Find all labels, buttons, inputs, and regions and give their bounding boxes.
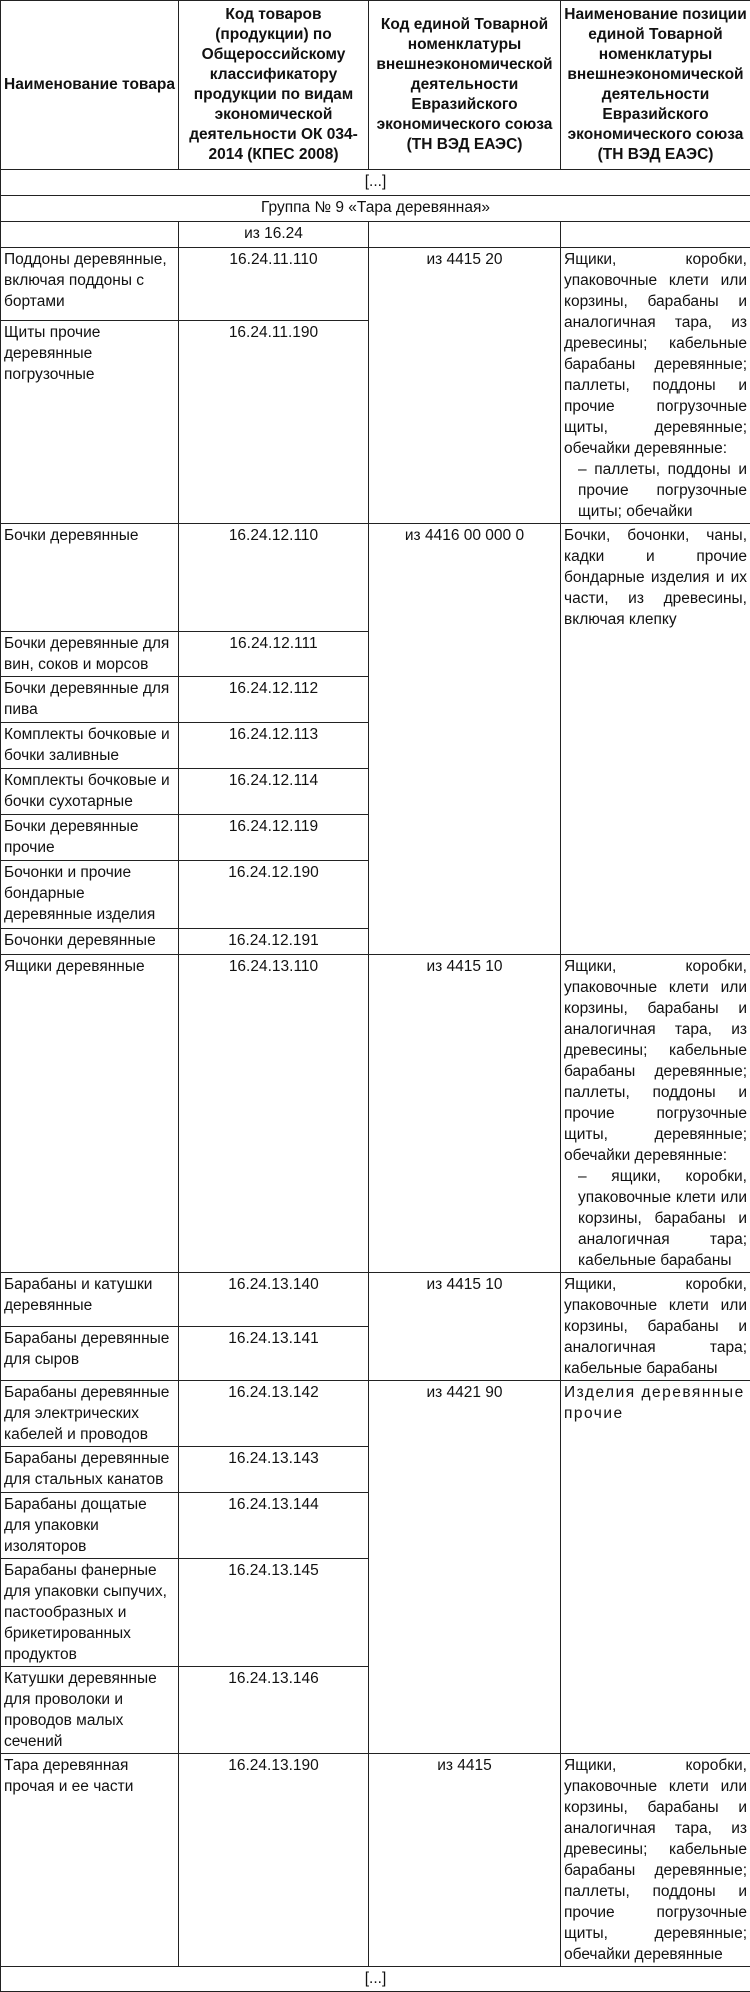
tnved-code: из 4415 10 xyxy=(369,1273,561,1381)
tnved-code: из 4415 20 xyxy=(369,248,561,524)
product-name: Барабаны и катушки деревянные xyxy=(1,1273,179,1327)
product-name: Бочки деревянные прочие xyxy=(1,815,179,861)
product-code: 16.24.13.146 xyxy=(179,1667,369,1754)
tnved-subitem: – паллеты, поддоны и прочие погрузочные щиты; обечайки xyxy=(564,459,747,522)
product-name: Бочки деревянные для вин, соков и морсов xyxy=(1,632,179,677)
product-name: Щиты прочие деревянные погрузочные xyxy=(1,321,179,524)
product-code: 16.24.12.113 xyxy=(179,723,369,769)
product-name: Катушки деревянные для проволоки и проводов малых сечений xyxy=(1,1667,179,1754)
product-code: 16.24.12.119 xyxy=(179,815,369,861)
header-row xyxy=(1,1,750,170)
product-name: Барабаны дощатые для упаковки изоляторов xyxy=(1,1493,179,1559)
header-product-name: Наименование товара xyxy=(1,1,179,170)
header-tnved-code: Код единой Товарной номенклатуры внешнеэкономической деятельности Евразийского экономического союза (ТН ВЭД ЕАЭС) xyxy=(369,1,561,170)
tnved-subitem: – ящики, коробки, упаковочные клети или корзины, барабаны и аналогичная тара; кабельные барабаны xyxy=(564,1166,747,1271)
product-name: Бочонки и прочие бондарные деревянные изделия xyxy=(1,861,179,929)
product-code: 16.24.12.110 xyxy=(179,524,369,632)
product-code: 16.24.13.142 xyxy=(179,1381,369,1447)
table-row xyxy=(1,524,750,632)
table-row xyxy=(1,1273,750,1327)
tnved-description: Ящики, коробки, упаковочные клети или корзины, барабаны и аналогичная тара, из древесины; кабельные барабаны деревянные; паллеты, поддоны и прочие погрузочные щиты, деревянные; обечайки деревянные: – паллеты, поддоны и прочие погрузочные щиты; обечайки xyxy=(561,248,750,524)
product-code: 16.24.13.190 xyxy=(179,1754,369,1967)
product-code: 16.24.13.145 xyxy=(179,1559,369,1667)
product-name: Барабаны фанерные для упаковки сыпучих, пастообразных и брикетированных продуктов xyxy=(1,1559,179,1667)
product-code: 16.24.13.141 xyxy=(179,1327,369,1381)
product-code: 16.24.12.111 xyxy=(179,632,369,677)
product-name: Поддоны деревянные, включая поддоны с бортами xyxy=(1,248,179,321)
table-row xyxy=(1,955,750,1273)
tnved-description: Бочки, бочонки, чаны, кадки и прочие бондарные изделия и их части, из древесины, включая клепку xyxy=(561,524,750,955)
product-name: Ящики деревянные xyxy=(1,955,179,1273)
product-name: Барабаны деревянные для электрических кабелей и проводов xyxy=(1,1381,179,1447)
product-code: 16.24.13.140 xyxy=(179,1273,369,1327)
table-row xyxy=(1,1754,750,1967)
tnved-code: из 4421 90 xyxy=(369,1381,561,1754)
product-name: Тара деревянная прочая и ее части xyxy=(1,1754,179,1967)
product-name: Бочонки деревянные xyxy=(1,929,179,955)
ellipsis-top: [...] xyxy=(1,170,750,196)
table-row xyxy=(1,248,750,321)
header-tnved-name: Наименование позиции единой Товарной номенклатуры внешнеэкономической деятельности Евразийского экономического союза (ТН ВЭД ЕАЭС) xyxy=(561,1,750,170)
product-name: Барабаны деревянные для сыров xyxy=(1,1327,179,1381)
tnved-code: из 4415 xyxy=(369,1754,561,1967)
product-name: Барабаны деревянные для стальных канатов xyxy=(1,1447,179,1493)
tnved-description: Ящики, коробки, упаковочные клети или корзины, барабаны и аналогичная тара; кабельные барабаны xyxy=(561,1273,750,1381)
header-okpd-code: Код товаров (продукции) по Общероссийскому классификатору продукции по видам экономической деятельности ОК 034-2014 (КПЕС 2008) xyxy=(179,1,369,170)
product-code: 16.24.11.110 xyxy=(179,248,369,321)
product-code: 16.24.13.143 xyxy=(179,1447,369,1493)
product-code: 16.24.12.112 xyxy=(179,677,369,723)
product-name: Комплекты бочковые и бочки сухотарные xyxy=(1,769,179,815)
tnved-code: из 4415 10 xyxy=(369,955,561,1273)
product-name: Бочки деревянные для пива xyxy=(1,677,179,723)
ellipsis-bottom: [...] xyxy=(1,1967,750,1992)
product-code: 16.24.12.114 xyxy=(179,769,369,815)
product-code: 16.24.11.190 xyxy=(179,321,369,524)
tnved-description: Изделия деревянные прочие xyxy=(561,1381,750,1754)
table-row xyxy=(1,1381,750,1447)
tnved-code: из 4416 00 000 0 xyxy=(369,524,561,955)
tnved-description: Ящики, коробки, упаковочные клети или корзины, барабаны и аналогичная тара, из древесины; кабельные барабаны деревянные; паллеты, поддоны и прочие погрузочные щиты, деревянные; обечайки деревянные xyxy=(561,1754,750,1967)
group-code: из 16.24 xyxy=(179,222,369,248)
table-row xyxy=(1,222,750,248)
tnved-description: Ящики, коробки, упаковочные клети или корзины, барабаны и аналогичная тара, из древесины; кабельные барабаны деревянные; паллеты, поддоны и прочие погрузочные щиты, деревянные; обечайки деревянные: – ящики, коробки, упаковочные клети или корзины, барабаны и аналогичная тара; кабельные барабаны xyxy=(561,955,750,1273)
product-code: 16.24.12.191 xyxy=(179,929,369,955)
product-name: Комплекты бочковые и бочки заливные xyxy=(1,723,179,769)
product-code: 16.24.13.110 xyxy=(179,955,369,1273)
product-name: Бочки деревянные xyxy=(1,524,179,632)
group-title: Группа № 9 «Тара деревянная» xyxy=(1,196,750,222)
product-code: 16.24.12.190 xyxy=(179,861,369,929)
product-code: 16.24.13.144 xyxy=(179,1493,369,1559)
